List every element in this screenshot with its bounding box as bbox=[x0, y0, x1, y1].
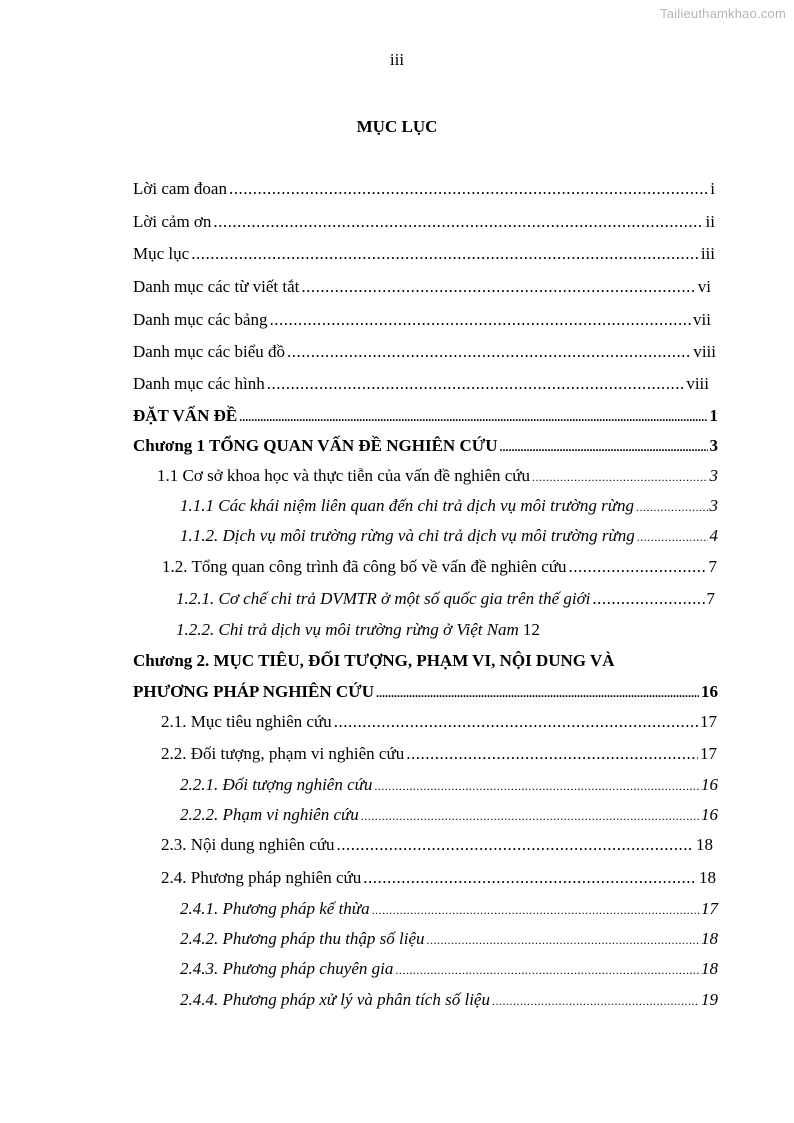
dot-leader bbox=[637, 526, 708, 548]
dot-leader bbox=[592, 588, 704, 610]
toc-entry[interactable] bbox=[180, 525, 718, 547]
toc-entry-title: 1.2.2. Chi trả dịch vụ môi trường rừng ở Việt Nam bbox=[176, 620, 519, 639]
toc-entry-title: 2.2.1. Đối tượng nghiên cứu bbox=[180, 775, 373, 794]
toc-entry[interactable] bbox=[162, 556, 717, 578]
toc-entry-title: 2.4.3. Phương pháp chuyên gia bbox=[180, 959, 394, 978]
toc-entry[interactable] bbox=[157, 465, 718, 487]
toc-entry-page: i bbox=[710, 179, 715, 198]
toc-entry-title: Danh mục các bảng bbox=[133, 310, 268, 329]
dot-leader bbox=[406, 743, 698, 765]
dot-leader bbox=[427, 929, 699, 951]
toc-entry-title: 2.1. Mục tiêu nghiên cứu bbox=[161, 712, 332, 731]
dot-leader bbox=[372, 899, 699, 921]
toc-entry-title: Chương 2. MỤC TIÊU, ĐỐI TƯỢNG, PHẠM VI, NỘI DUNG VÀ bbox=[133, 651, 615, 670]
toc-entry-page: 17 bbox=[701, 899, 718, 918]
toc-entry-page: vii bbox=[693, 310, 711, 329]
dot-leader bbox=[287, 341, 691, 363]
toc-entry-title: 1.2. Tổng quan công trình đã công bố về vấn đề nghiên cứu bbox=[162, 557, 567, 576]
dot-leader bbox=[376, 682, 699, 704]
toc-entry[interactable] bbox=[133, 681, 718, 703]
toc-entry-page: 7 bbox=[706, 589, 715, 608]
toc-entry-title: 2.4. Phương pháp nghiên cứu bbox=[161, 868, 362, 887]
toc-entry-page: 3 bbox=[709, 466, 718, 485]
dot-leader bbox=[492, 990, 699, 1012]
toc-entry[interactable] bbox=[161, 834, 713, 856]
toc-entry-page: 18 bbox=[701, 929, 718, 948]
toc-entry[interactable] bbox=[133, 211, 715, 233]
toc-entry[interactable] bbox=[133, 435, 718, 457]
dot-leader bbox=[569, 556, 707, 578]
toc-entry-title: Danh mục các biểu đồ bbox=[133, 342, 285, 361]
toc-entry-page: 12 bbox=[522, 620, 540, 639]
dot-leader bbox=[363, 867, 697, 889]
toc-entry-title: ĐẶT VẤN ĐỀ bbox=[133, 406, 238, 425]
toc-entry[interactable] bbox=[133, 178, 715, 200]
toc-entry-title: 2.4.1. Phương pháp kế thừa bbox=[180, 899, 370, 918]
toc-entry-page: iii bbox=[700, 244, 715, 263]
dot-leader bbox=[532, 466, 707, 488]
toc-entry[interactable] bbox=[133, 405, 718, 427]
toc-entry-title: Chương 1 TỔNG QUAN VẤN ĐỀ NGHIÊN CỨU bbox=[133, 436, 498, 455]
toc-entry[interactable] bbox=[133, 373, 709, 395]
dot-leader bbox=[395, 959, 699, 981]
dot-leader bbox=[337, 834, 694, 856]
toc-entry-title: 2.4.4. Phương pháp xử lý và phân tích số liệu bbox=[180, 990, 490, 1009]
toc-entry-page: 3 bbox=[709, 496, 718, 515]
toc-entry-page: viii bbox=[693, 342, 716, 361]
toc-entry-page: 18 bbox=[701, 959, 718, 978]
dot-leader bbox=[239, 406, 707, 428]
toc-heading: MỤC LỤC bbox=[356, 117, 438, 136]
toc-entry[interactable] bbox=[180, 804, 718, 826]
toc-entry[interactable] bbox=[180, 958, 718, 980]
toc-entry[interactable] bbox=[176, 588, 715, 610]
toc-entry-title: 1.2.1. Cơ chế chi trả DVMTR ở một số quốc gia trên thế giới bbox=[176, 589, 591, 608]
toc-entry-title: 2.4.2. Phương pháp thu thập số liệu bbox=[180, 929, 425, 948]
toc-entry[interactable] bbox=[176, 619, 596, 641]
dot-leader bbox=[191, 243, 699, 265]
toc-entry-page: ii bbox=[705, 212, 715, 231]
toc-entry-title: 2.2. Đối tượng, phạm vi nghiên cứu bbox=[161, 744, 405, 763]
toc-entry-page: 7 bbox=[708, 557, 717, 576]
toc-entry[interactable] bbox=[161, 711, 717, 733]
toc-entry-title: Danh mục các từ viết tắt bbox=[133, 277, 300, 296]
toc-entry-page: 16 bbox=[701, 682, 718, 701]
dot-leader bbox=[500, 436, 708, 458]
dot-leader bbox=[301, 276, 695, 298]
toc-entry-title: 1.1.2. Dịch vụ môi trường rừng và chi trả dịch vụ môi trường rừng bbox=[180, 526, 635, 545]
toc-entry-title: 2.2.2. Phạm vi nghiên cứu bbox=[180, 805, 359, 824]
toc-entry-title: Lời cảm ơn bbox=[133, 212, 212, 231]
page-number: iii bbox=[389, 50, 405, 69]
toc-entry[interactable] bbox=[180, 898, 718, 920]
toc-entry-page: viii bbox=[686, 374, 709, 393]
dot-leader bbox=[229, 178, 708, 200]
toc-entry[interactable] bbox=[161, 743, 717, 765]
toc-entry[interactable] bbox=[133, 341, 716, 363]
toc-entry-title: 2.3. Nội dung nghiên cứu bbox=[161, 835, 335, 854]
toc-entry-page: vi bbox=[697, 277, 711, 296]
watermark: Tailieuthamkhao.com bbox=[660, 6, 786, 21]
dot-leader bbox=[270, 309, 692, 331]
toc-entry-page: 18 bbox=[696, 835, 713, 854]
dot-leader bbox=[213, 211, 703, 233]
toc-entry-page: 18 bbox=[699, 868, 716, 887]
toc-entry[interactable] bbox=[180, 495, 718, 517]
toc-entry-title: Mục lục bbox=[133, 244, 190, 263]
toc-entry-page: 17 bbox=[700, 744, 717, 763]
toc-entry-title: 1.1 Cơ sở khoa học và thực tiễn của vấn đề nghiên cứu bbox=[157, 466, 531, 485]
toc-entry[interactable] bbox=[180, 989, 718, 1011]
toc-entry-title: 1.1.1 Các khái niệm liên quan đến chi trả dịch vụ môi trường rừng bbox=[180, 496, 634, 515]
toc-entry-page: 19 bbox=[701, 990, 718, 1009]
toc-entry[interactable] bbox=[133, 276, 711, 298]
toc-entry[interactable] bbox=[133, 650, 718, 672]
toc-entry[interactable] bbox=[180, 928, 718, 950]
toc-entry-page: 17 bbox=[700, 712, 717, 731]
dot-leader bbox=[636, 496, 708, 518]
toc-entry-page: 1 bbox=[709, 406, 718, 425]
toc-entry[interactable] bbox=[180, 774, 718, 796]
toc-entry-page: 16 bbox=[701, 805, 718, 824]
dot-leader bbox=[334, 711, 698, 733]
toc-entry-title: Danh mục các hình bbox=[133, 374, 265, 393]
toc-entry-page: 3 bbox=[709, 436, 718, 455]
toc-entry-title: PHƯƠNG PHÁP NGHIÊN CỨU bbox=[133, 682, 374, 701]
toc-entry-page: 4 bbox=[709, 526, 718, 545]
dot-leader bbox=[374, 775, 699, 797]
toc-entry-title: Lời cam đoan bbox=[133, 179, 227, 198]
toc-entry-page: 16 bbox=[701, 775, 718, 794]
dot-leader bbox=[361, 805, 699, 827]
toc-entry[interactable] bbox=[161, 867, 716, 889]
toc-entry[interactable] bbox=[133, 309, 711, 331]
toc-entry[interactable] bbox=[133, 243, 715, 265]
dot-leader bbox=[267, 373, 685, 395]
